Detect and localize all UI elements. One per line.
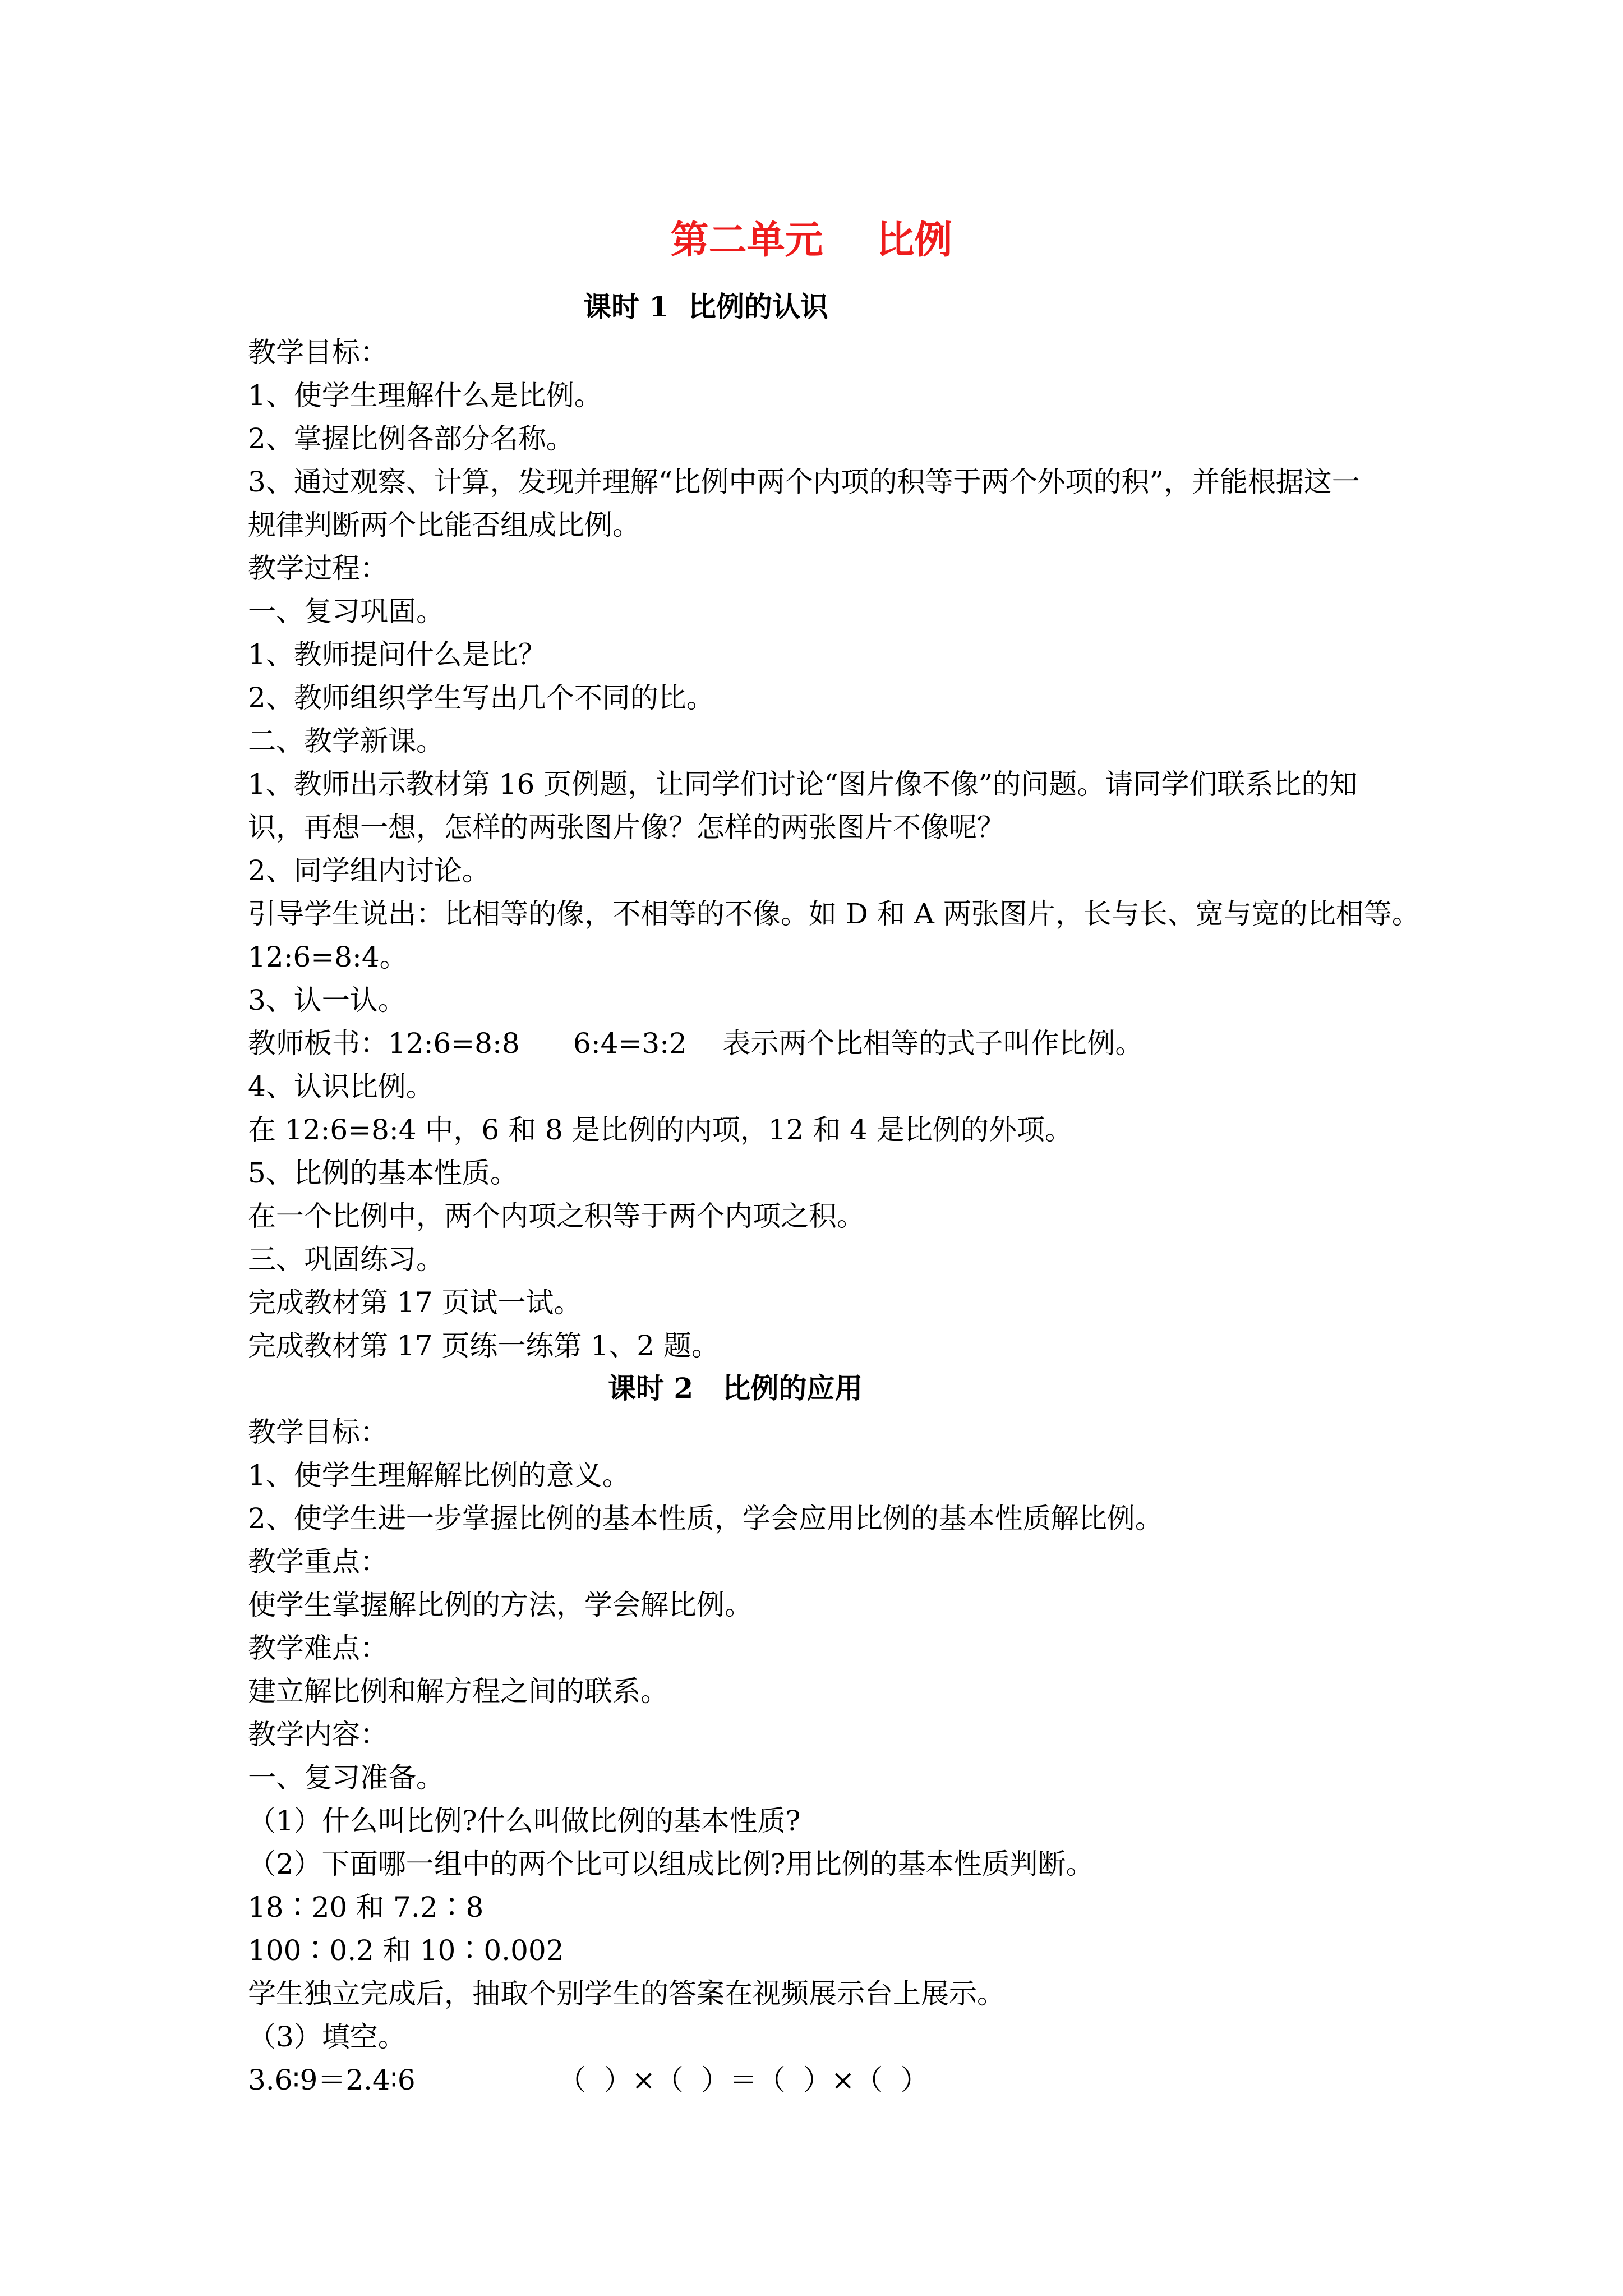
unit-title: 第二单元 比例 [670,218,953,263]
text-line: （1）什么叫比例?什么叫做比例的基本性质? [248,1805,801,1837]
text-line: 教学难点： [248,1632,388,1664]
text-line: 5、比例的基本性质。 [248,1157,518,1189]
text-line: 建立解比例和解方程之间的联系。 [248,1675,668,1708]
text-line: 在 12:6=8:4 中，6 和 8 是比例的内项，12 和 4 是比例的外项。 [248,1114,1073,1146]
document-body [248,331,1420,2102]
text-line: 3.6∶9＝2.4∶6 （ ）×（ ）＝（ ）×（ ） [248,2064,929,2096]
lesson-2-heading: 课时 2 比例的应用 [608,1372,863,1405]
text-line: 教学过程： [248,552,388,585]
text-line: 教学目标： [248,1416,388,1448]
text-line: 1、教师提问什么是比？ [248,638,546,671]
text-line: 完成教材第 17 页练一练第 1、2 题。 [248,1329,720,1362]
lesson-2-heading-row [248,1368,1398,1411]
lesson-1-heading: 课时 1 比例的认识 [583,290,829,323]
text-line: 一、复习巩固。 [248,595,444,628]
text-line: 一、复习准备。 [248,1761,444,1794]
text-line: 引导学生说出：比相等的像，不相等的不像。如 D 和 A 两张图片，长与长、宽与宽的比相等。 [248,898,1420,930]
text-line: 识，再想一想，怎样的两张图片像？怎样的两张图片不像呢？ [248,811,1005,844]
text-line: 学生独立完成后，抽取个别学生的答案在视频展示台上展示。 [248,1977,1005,2010]
text-line: 教学内容： [248,1718,388,1751]
text-line: 规律判断两个比能否组成比例。 [248,509,640,541]
text-line: 完成教材第 17 页试一试。 [248,1286,582,1319]
text-line: 100∶0.2 和 10∶0.002 [248,1934,564,1967]
text-line: 在一个比例中，两个内项之积等于两个内项之积。 [248,1200,865,1232]
text-line: 3、认一认。 [248,984,406,1016]
text-line: （3）填空。 [248,2021,406,2053]
text-line: 三、巩固练习。 [248,1243,444,1276]
text-line: 2、同学组内讨论。 [248,854,490,887]
text-line: 3、通过观察、计算，发现并理解“比例中两个内项的积等于两个外项的积”，并能根据这一 [248,466,1360,498]
text-line: 4、认识比例。 [248,1070,434,1103]
text-line: 2、使学生进一步掌握比例的基本性质，学会应用比例的基本性质解比例。 [248,1502,1163,1535]
text-line: 使学生掌握解比例的方法，学会解比例。 [248,1589,753,1621]
text-line: 教师板书：12:6=8:8 6:4=3:2 表示两个比相等的式子叫作比例。 [248,1027,1144,1060]
text-line: 1、使学生理解什么是比例。 [248,379,602,412]
text-line: 2、掌握比例各部分名称。 [248,422,574,455]
text-line: 1、教师出示教材第 16 页例题，让同学们讨论“图片像不像”的问题。请同学们联系比的知 [248,768,1358,800]
text-line: （2）下面哪一组中的两个比可以组成比例?用比例的基本性质判断。 [248,1848,1094,1880]
text-line: 二、教学新课。 [248,725,444,757]
text-line: 2、教师组织学生写出几个不同的比。 [248,682,714,714]
text-line: 1、使学生理解解比例的意义。 [248,1459,630,1492]
text-line: 18∶20 和 7.2∶8 [248,1891,484,1924]
text-line: 教学目标： [248,336,388,369]
text-line: 12:6=8:4。 [248,941,408,973]
text-line: 教学重点： [248,1545,388,1578]
